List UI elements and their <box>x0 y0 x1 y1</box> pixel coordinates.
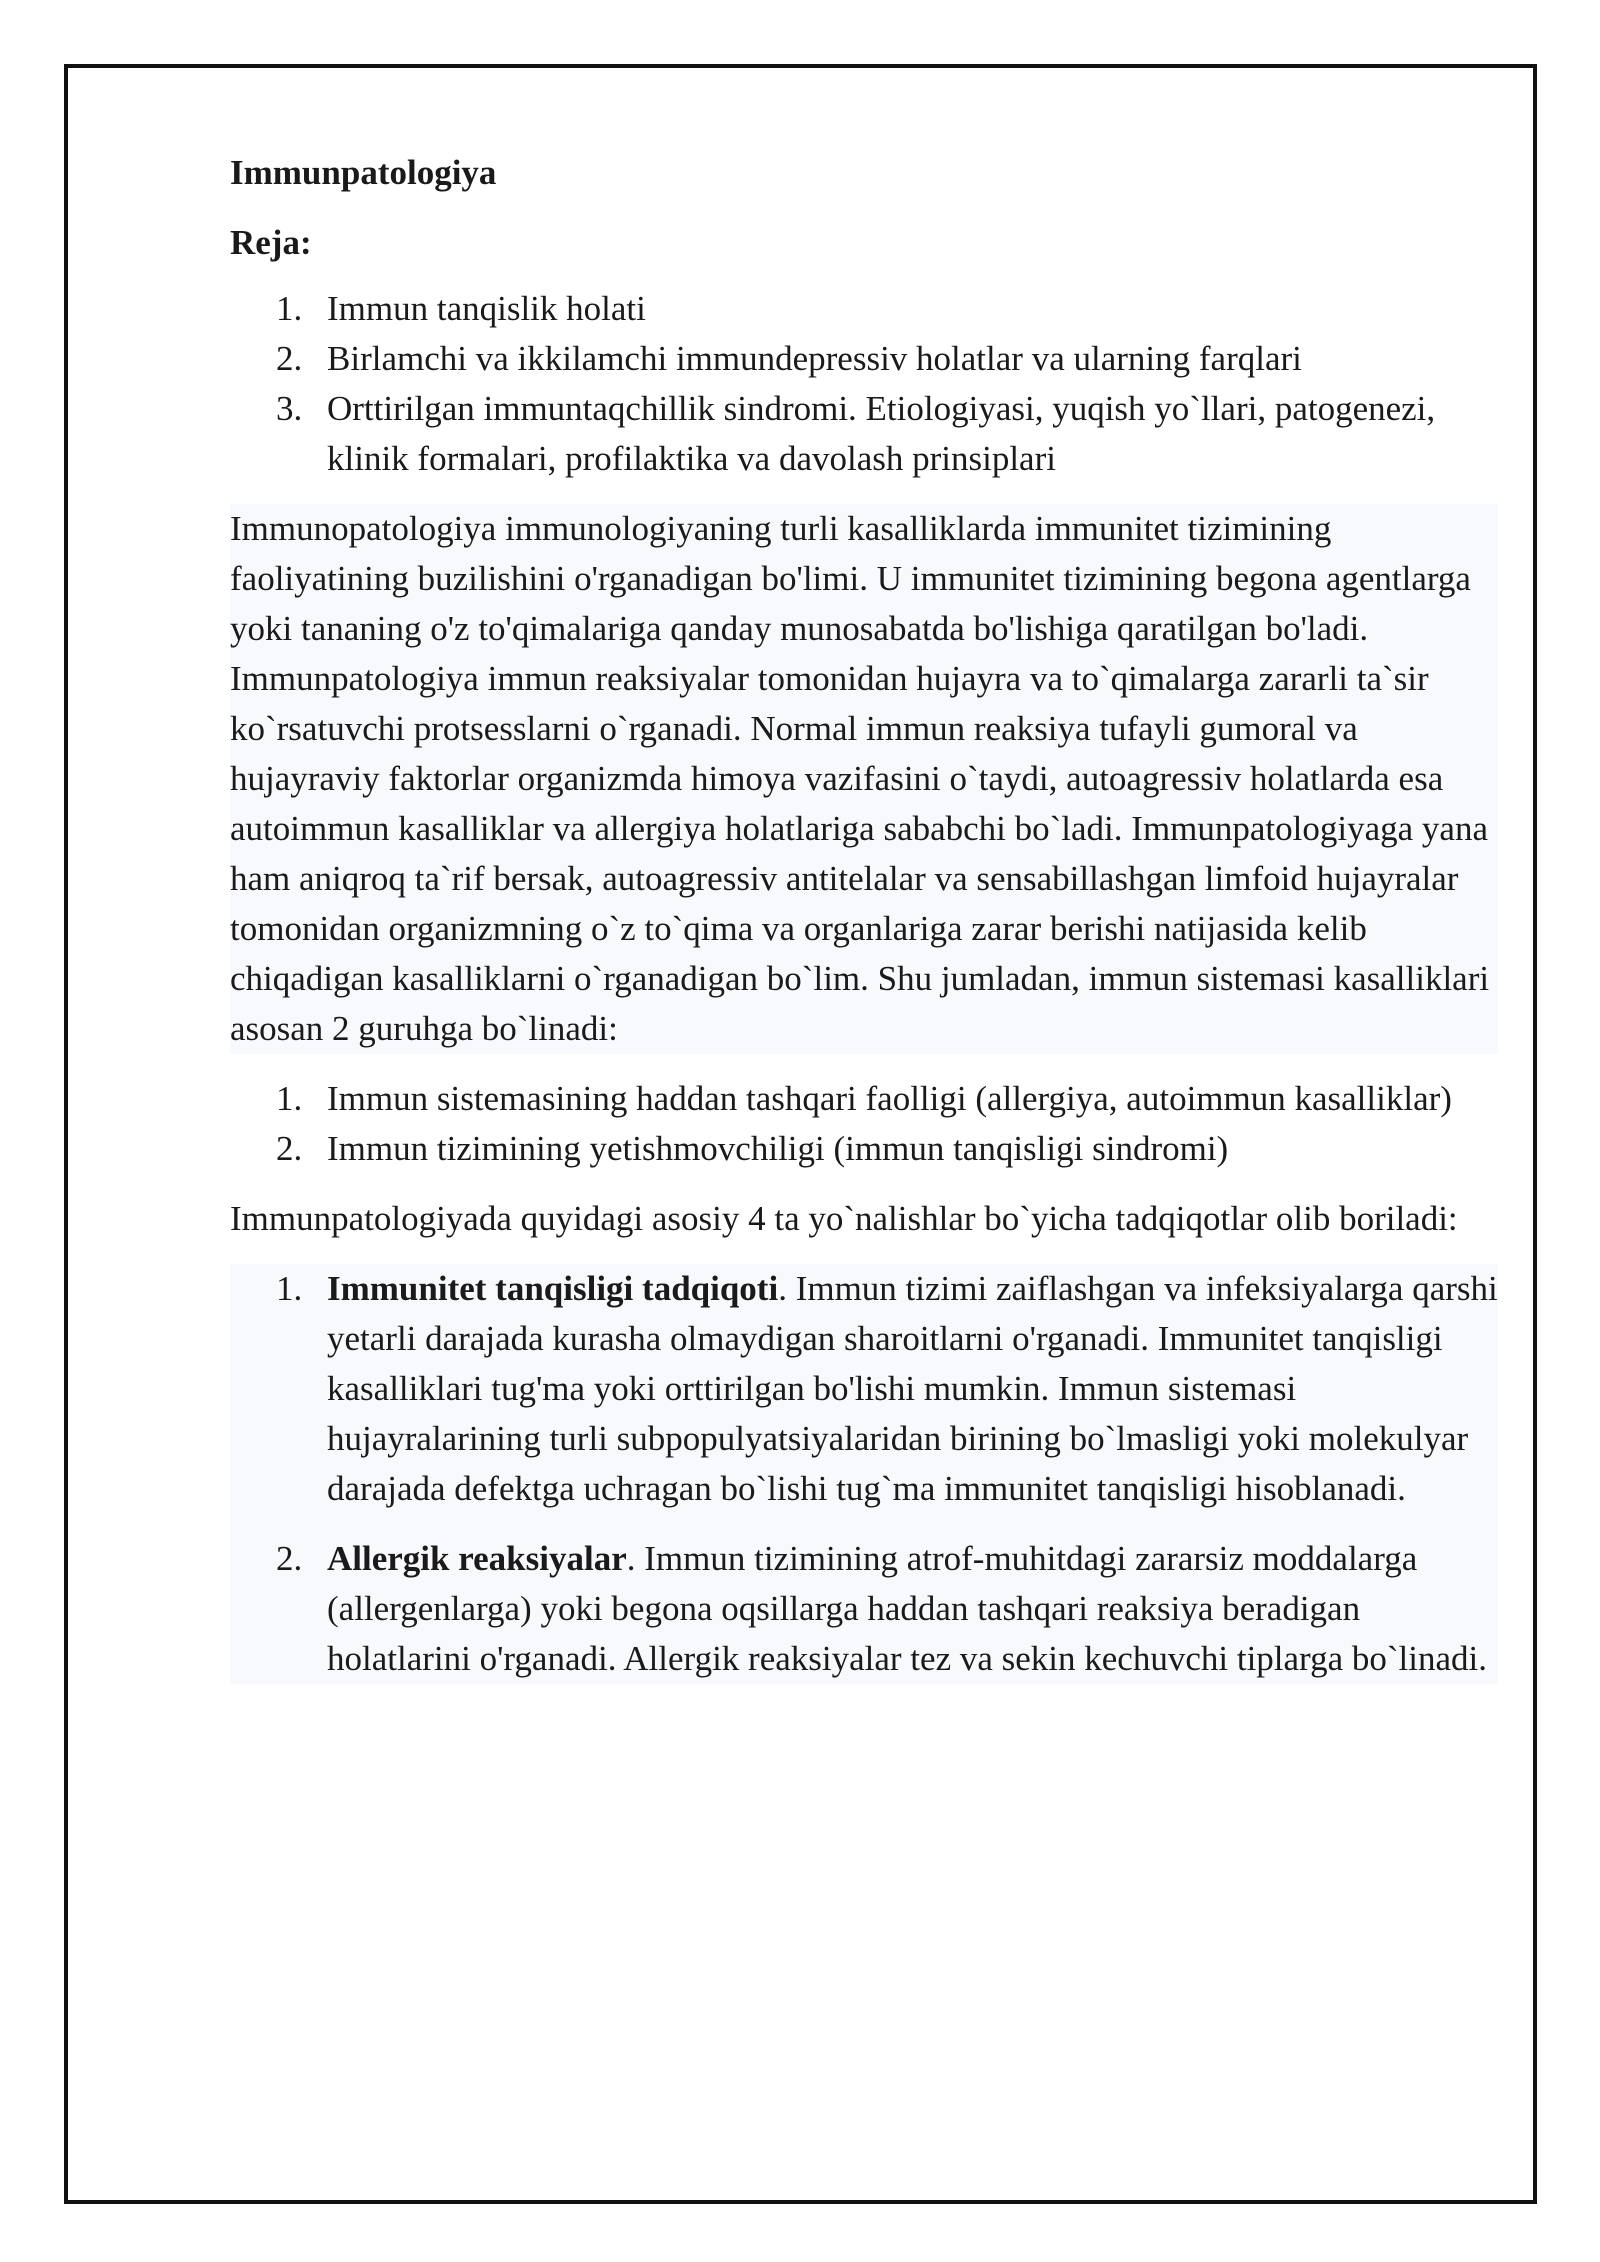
plan-item-text: Orttirilgan immuntaqchillik sindromi. Etiologiyasi, yuqish yo`llari, patogenezi, klinik formalari, profilaktika va davolash prinsiplari <box>327 389 1436 478</box>
plan-heading: Reja: <box>230 223 312 262</box>
direction-term: Immunitet tanqisligi tadqiqoti <box>327 1269 779 1308</box>
plan-item <box>230 384 1498 484</box>
plan-item-text: Birlamchi va ikkilamchi immundepressiv holatlar va ularning farqlari <box>327 339 1302 378</box>
document-title: Immunpatologiya <box>230 153 497 192</box>
directions-list <box>230 1264 1498 1684</box>
plan-item <box>230 334 1498 384</box>
groups-list <box>230 1074 1498 1174</box>
document-body <box>230 148 1498 1684</box>
plan-item-text: Immun tanqislik holati <box>327 289 646 328</box>
direction-text: . Immun tizimining atrof-muhitdagi zararsiz moddalarga (allergenlarga) yoki begona oqsillarga haddan tashqari reaksiya beradigan holatlarini o'rganadi. Allergik reaksiyalar tez va sekin kechuvchi tiplarga bo`linadi. <box>327 1539 1487 1678</box>
plan-item <box>230 284 1498 334</box>
directions-intro: Immunpatologiyada quyidagi asosiy 4 ta yo`nalishlar bo`yicha tadqiqotlar olib boriladi: <box>230 1199 1458 1238</box>
direction-item <box>230 1534 1498 1684</box>
group-item-number: 1. <box>276 1079 303 1118</box>
plan-item-number: 2. <box>276 339 303 378</box>
direction-item-number: 2. <box>276 1539 303 1578</box>
plan-item-number: 1. <box>276 289 303 328</box>
group-item <box>230 1124 1498 1174</box>
intro-paragraph: Immunopatologiya immunologiyaning turli kasalliklarda immunitet tizimining faoliyatining buzilishini o'rganadigan bo'limi. U immunitet tizimining begona agentlarga yoki tananing o'z to'qimalariga qanday munosabatda bo'lishiga qaratilgan bo'ladi. Immunpatologiya immun reaksiyalar tomonidan hujayra va to`qimalarga zararli ta`sir ko`rsatuvchi protsesslarni o`rganadi. Normal immun reaksiya tufayli gumoral va hujayraviy faktorlar organizmda himoya vazifasini o`taydi, autoagressiv holatlarda esa autoimmun kasalliklar va allergiya holatlariga sababchi bo`ladi. Immunpatologiyaga yana ham aniqroq ta`rif bersak, autoagressiv antitelalar va sensabillashgan limfoid hujayralar tomonidan organizmning o`z to`qima va organlariga zarar berishi natijasida kelib chiqadigan kasalliklarni o`rganadigan bo`lim. Shu jumladan, immun sistemasi kasalliklari asosan 2 guruhga bo`linadi: <box>230 504 1498 1054</box>
group-item-number: 2. <box>276 1129 303 1168</box>
direction-term: Allergik reaksiyalar <box>327 1539 627 1578</box>
plan-list <box>230 284 1498 484</box>
group-item-text: Immun tizimining yetishmovchiligi (immun tanqisligi sindromi) <box>327 1129 1229 1168</box>
plan-item-number: 3. <box>276 389 303 428</box>
direction-item <box>230 1264 1498 1514</box>
group-item <box>230 1074 1498 1124</box>
direction-text: . Immun tizimi zaiflashgan va infeksiyalarga qarshi yetarli darajada kurasha olmaydigan sharoitlarni o'rganadi. Immunitet tanqisligi kasalliklari tug'ma yoki orttirilgan bo'lishi mumkin. Immun sistemasi hujayralarining turli subpopulyatsiyalaridan birining bo`lmasligi yoki molekulyar darajada defektga uchragan bo`lishi tug`ma immunitet tanqisligi hisoblanadi. <box>327 1269 1498 1508</box>
group-item-text: Immun sistemasining haddan tashqari faolligi (allergiya, autoimmun kasalliklar) <box>327 1079 1452 1118</box>
direction-item-number: 1. <box>276 1269 303 1308</box>
